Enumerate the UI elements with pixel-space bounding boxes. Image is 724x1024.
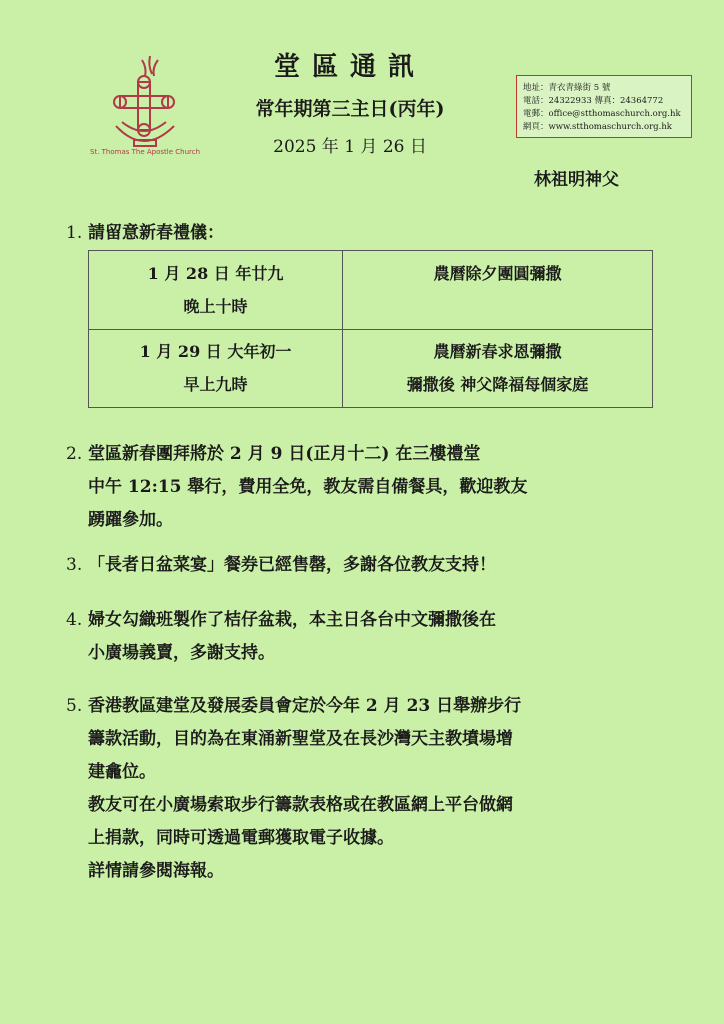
item-text: 踴躍參加。 [88, 510, 173, 530]
contact-box [516, 75, 692, 138]
item-text: 上捐款，同時可透過電郵獲取電子收據。 [88, 828, 394, 848]
issue-date: 2025 年 1 月 26 日 [273, 137, 427, 157]
item-text: 建龕位。 [88, 762, 156, 782]
item-text: 小廣場義賣，多謝支持。 [88, 643, 275, 663]
schedule-mass: 農曆除夕團圓彌撒 [433, 264, 562, 283]
notice-item-1 [66, 217, 666, 250]
contact-phone: 電話：24322933 傳真：24364772 [523, 96, 664, 106]
schedule-what [343, 329, 653, 408]
notice-item-4 [66, 604, 666, 670]
table-row [89, 329, 653, 408]
svg-text:St. Thomas The Apostle Church: St. Thomas The Apostle Church [89, 148, 201, 156]
item-text: 香港教區建堂及發展委員會定於今年 2 月 23 日舉辦步行 [88, 696, 522, 716]
schedule-when [89, 251, 343, 330]
item-text: 籌款活動，目的為在東涌新聖堂及在長沙灣天主教墳場增 [88, 729, 513, 749]
contact-web: 網頁：www.stthomaschurch.org.hk [523, 122, 672, 132]
notice-item-3 [66, 549, 666, 582]
schedule-date: 1 月 28 日 年廿九 [147, 263, 284, 283]
item-number: 3. [66, 555, 83, 575]
schedule-date: 1 月 29 日 大年初一 [139, 342, 292, 362]
schedule-table [88, 250, 653, 408]
cross-icon [89, 48, 212, 158]
item-number: 1. [66, 223, 83, 243]
item-text: 婦女勾織班製作了桔仔盆栽，本主日各台中文彌撒後在 [88, 610, 496, 630]
item-text: 請留意新春禮儀： [88, 223, 224, 243]
schedule-mass: 農曆新春求恩彌撒 [433, 342, 562, 362]
priest-name: 林祖明神父 [534, 170, 619, 190]
table-row [89, 251, 653, 330]
schedule-time: 早上九時 [183, 375, 248, 395]
item-number: 4. [66, 610, 83, 630]
schedule-what [343, 251, 653, 330]
schedule-note: 彌撒後 神父降福每個家庭 [406, 375, 589, 395]
notice-item-5 [66, 690, 666, 888]
item-text: 中午 12:15 舉行，費用全免，教友需自備餐具，歡迎教友 [88, 477, 528, 497]
item-text: 「長者日盆菜宴」餐券已經售罄，多謝各位教友支持！ [88, 555, 496, 575]
contact-address: 地址：青衣青綠街 5 號 [523, 83, 611, 93]
page-title: 堂區通訊 [273, 52, 426, 82]
contact-email: 電郵：office@stthomaschurch.org.hk [523, 109, 681, 119]
schedule-time: 晚上十時 [183, 296, 248, 316]
item-number: 2. [66, 444, 83, 464]
item-number: 5. [66, 696, 83, 716]
item-text: 堂區新春團拜將於 2 月 9 日(正月十二) 在三樓禮堂 [88, 444, 481, 464]
notice-item-2 [66, 438, 666, 537]
page-subtitle: 常年期第三主日(丙年) [255, 98, 445, 120]
item-text: 詳情請參閱海報。 [88, 861, 224, 881]
church-logo [89, 48, 212, 158]
schedule-when [89, 329, 343, 408]
item-text: 教友可在小廣場索取步行籌款表格或在教區網上平台做網 [88, 795, 513, 815]
